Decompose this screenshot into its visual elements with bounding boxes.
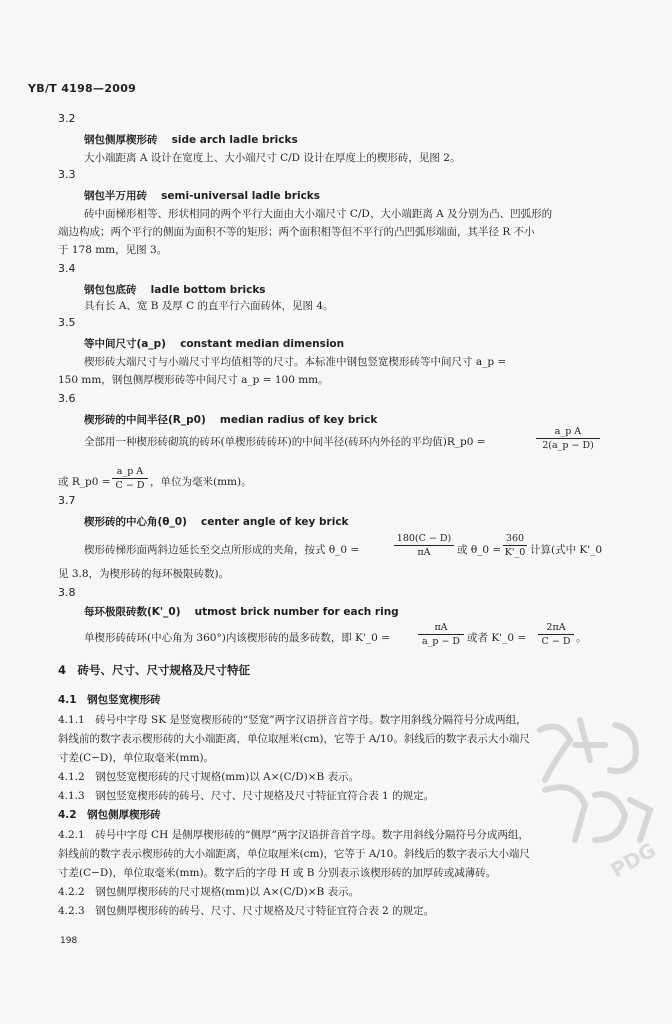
term-definition-line: 端边构成；两个平行的侧面为面积不等的矩形；两个面积相等但不平行的凸凹弧形端面，其半径 R 不小 — [58, 226, 535, 238]
formula-fraction — [536, 426, 600, 451]
term-definition: 具有长 A、宽 B 及厚 C 的直平行六面砖体，见图 4。 — [84, 300, 334, 312]
clause-number: 3.3 — [58, 168, 76, 181]
clause-number: 3.4 — [58, 262, 76, 275]
term-title: 等中间尺寸(a_p) constant median dimension — [84, 338, 345, 350]
formula-fraction — [538, 622, 574, 647]
fraction-numerator: 180(C − D) — [396, 533, 452, 544]
clause-number: 3.6 — [58, 392, 76, 405]
formula-fraction — [418, 622, 464, 647]
term-definition-line: 单楔形砖砖环(中心角为 360°)内该楔形砖的最多砖数，即 K'_0 = — [84, 632, 390, 644]
page-number: 198 — [60, 936, 78, 946]
paragraph-line: 寸差(C−D)，单位取毫米(mm)。数字后的字母 H 或 B 分别表示该楔形砖的加厚砖或减薄砖。 — [58, 867, 497, 879]
fraction-numerator: a_p A — [116, 466, 144, 477]
fraction-numerator: 2πA — [546, 622, 566, 633]
paragraph-line: 4.2.2 钢包侧厚楔形砖的尺寸规格(mm)以 A×(C/D)×B 表示。 — [58, 886, 360, 898]
watermark-seal — [520, 700, 670, 900]
term-definition-line: 砖中面梯形相等、形状相同的两个平行大面由大小端尺寸 C/D、大小端距离 A 及分别为凸、凹弧形的 — [84, 208, 553, 220]
term-definition-line: 全部用一种楔形砖砌筑的砖环(单楔形砖砖环)的中间半径(砖环内外径的平均值)R_p0 = — [84, 436, 486, 448]
clause-number: 3.8 — [58, 586, 76, 599]
fraction-denominator: K'_0 — [504, 547, 526, 558]
term-title: 钢包侧厚楔形砖 side arch ladle bricks — [84, 134, 298, 146]
term-definition-line: 于 178 mm，见图 3。 — [58, 244, 168, 256]
standard-code-header: YB/T 4198—2009 — [28, 82, 137, 95]
fraction-numerator: 360 — [505, 533, 525, 544]
fraction-denominator: 2(a_p − D) — [542, 440, 594, 451]
fraction-denominator: πA — [417, 547, 431, 558]
paragraph-line: 4.1.1 砖号中字母 SK 是竖宽楔形砖的“竖宽”两字汉语拼音首字母。数字用斜线分隔符号分成两组， — [58, 714, 527, 726]
formula-fraction — [503, 533, 527, 558]
term-title: 楔形砖的中心角(θ_0) center angle of key brick — [84, 516, 349, 528]
subsection-heading: 4.1 钢包竖宽楔形砖 — [58, 694, 161, 706]
term-title: 楔形砖的中间半径(R_p0) median radius of key brick — [84, 414, 378, 426]
term-definition-line: 楔形砖大端尺寸与小端尺寸平均值相等的尺寸。本标准中钢包竖宽楔形砖等中间尺寸 a_p = — [84, 356, 507, 368]
term-definition-line: 。 — [576, 632, 587, 644]
fraction-numerator: a_p A — [554, 426, 582, 437]
term-title: 每环极限砖数(K'_0) utmost brick number for each ring — [84, 606, 399, 618]
fraction-bar — [418, 634, 464, 635]
paragraph-line: 4.2.1 砖号中字母 CH 是侧厚楔形砖的“侧厚”两字汉语拼音首字母。数字用斜线分隔符号分成两组， — [58, 829, 529, 841]
fraction-bar — [112, 478, 148, 479]
fraction-bar — [503, 545, 527, 546]
clause-number: 3.2 — [58, 112, 76, 125]
term-definition-line: 或者 K'_0 = — [467, 632, 527, 644]
term-title: 钢包包底砖 ladle bottom bricks — [84, 284, 266, 296]
term-definition-line: 或 θ_0 = — [457, 544, 502, 556]
fraction-denominator: C − D — [115, 480, 145, 491]
term-title: 钢包半万用砖 semi-universal ladle bricks — [84, 190, 321, 202]
term-definition-line: 见 3.8，为楔形砖的每环极限砖数)。 — [58, 568, 230, 580]
formula-fraction — [112, 466, 148, 491]
paragraph-line: 斜线前的数字表示楔形砖的大小端距离，单位取厘米(cm)，它等于 A/10。斜线后的数字表示大小端尺 — [58, 848, 530, 860]
fraction-bar — [536, 438, 600, 439]
term-definition-line: 计算(式中 K'_0 — [530, 544, 603, 556]
fraction-bar — [394, 545, 454, 546]
watermark-text: PDG — [606, 837, 660, 883]
section-heading: 4 砖号、尺寸、尺寸规格及尺寸特征 — [58, 663, 250, 677]
term-definition-line: 楔形砖梯形面两斜边延长至交点所形成的夹角，按式 θ_0 = — [84, 544, 360, 556]
paragraph-line: 4.1.2 钢包竖宽楔形砖的尺寸规格(mm)以 A×(C/D)×B 表示。 — [58, 771, 360, 783]
paragraph-line: 寸差(C−D)，单位取毫米(mm)。 — [58, 752, 215, 764]
formula-fraction — [394, 533, 454, 558]
paragraph-line: 4.2.3 钢包侧厚楔形砖的砖号、尺寸、尺寸规格及尺寸特征宜符合表 2 的规定。 — [58, 905, 435, 917]
term-definition-line: 或 R_p0 = — [58, 476, 111, 488]
fraction-denominator: C − D — [541, 636, 571, 647]
clause-number: 3.7 — [58, 494, 76, 507]
subsection-heading: 4.2 钢包侧厚楔形砖 — [58, 809, 161, 821]
fraction-bar — [538, 634, 574, 635]
paragraph-line: 斜线前的数字表示楔形砖的大小端距离，单位取厘米(cm)，它等于 A/10。斜线后的数字表示大小端尺 — [58, 733, 530, 745]
term-definition-line: ，单位为毫米(mm)。 — [150, 476, 252, 488]
paragraph-line: 4.1.3 钢包竖宽楔形砖的砖号、尺寸、尺寸规格及尺寸特征宜符合表 1 的规定。 — [58, 790, 435, 802]
fraction-numerator: πA — [434, 622, 448, 633]
clause-number: 3.5 — [58, 316, 76, 329]
term-definition: 大小端距离 A 设计在宽度上、大小端尺寸 C/D 设计在厚度上的楔形砖，见图 2。 — [84, 152, 461, 164]
fraction-denominator: a_p − D — [421, 636, 461, 647]
term-definition-line: 150 mm，钢包侧厚楔形砖等中间尺寸 a_p = 100 mm。 — [58, 374, 329, 386]
